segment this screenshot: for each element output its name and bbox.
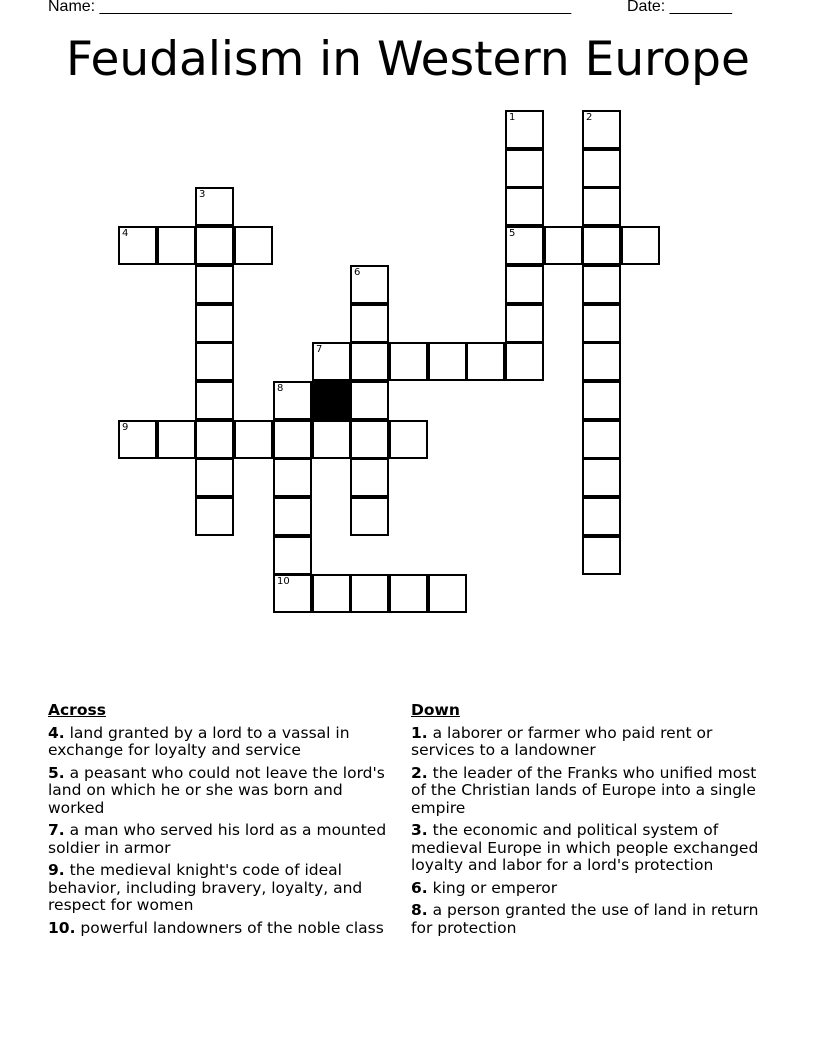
grid-cell[interactable] [505, 265, 544, 304]
grid-cell[interactable] [505, 187, 544, 226]
grid-cell[interactable] [505, 226, 544, 265]
across-clue [48, 765, 400, 818]
grid-cell[interactable] [582, 342, 621, 381]
page-title: Feudalism in Western Europe [66, 32, 750, 87]
grid-cell[interactable] [273, 458, 312, 497]
across-clue [48, 725, 400, 760]
clue-number: 9. [48, 861, 65, 879]
grid-cell[interactable] [389, 420, 428, 459]
grid-cell[interactable] [582, 536, 621, 575]
grid-cell[interactable] [505, 304, 544, 343]
down-clue [411, 880, 773, 898]
across-clue [48, 920, 400, 938]
across-clue [48, 862, 400, 915]
grid-cell[interactable] [350, 381, 389, 420]
across-clues [48, 702, 400, 942]
grid-cell[interactable] [621, 226, 660, 265]
grid-cell[interactable] [273, 536, 312, 575]
grid-cell[interactable] [157, 226, 196, 265]
grid-cell[interactable] [234, 420, 273, 459]
grid-cell[interactable] [350, 458, 389, 497]
grid-cell[interactable] [582, 304, 621, 343]
grid-cell[interactable] [195, 342, 234, 381]
grid-cell[interactable] [428, 342, 467, 381]
cell-number: 4 [122, 228, 129, 239]
grid-cell[interactable] [350, 497, 389, 536]
grid-cell[interactable] [195, 265, 234, 304]
grid-cell[interactable] [466, 342, 505, 381]
grid-cell[interactable] [350, 420, 389, 459]
clue-text: a peasant who could not leave the lord's land on which he or she was born and worked [48, 763, 385, 817]
clue-text: the medieval knight's code of ideal behavior, including bravery, loyalty, and respect for women [48, 861, 363, 914]
cell-number: 10 [277, 576, 290, 587]
clue-number: 8. [411, 901, 428, 919]
across-heading: Across [48, 701, 106, 719]
cell-number: 7 [316, 344, 323, 355]
clue-number: 6. [411, 878, 428, 897]
grid-cell[interactable] [350, 304, 389, 343]
clue-text: a laborer or farmer who paid rent or services to a landowner [411, 723, 713, 759]
clue-number: 4. [48, 723, 65, 742]
grid-cell[interactable] [312, 420, 351, 459]
clue-number: 3. [411, 821, 428, 839]
name-field[interactable]: Name: _____________________________________________________ [48, 0, 572, 15]
cell-number: 1 [509, 112, 516, 123]
cell-number: 6 [354, 267, 361, 278]
grid-cell[interactable] [195, 420, 234, 459]
cell-number: 5 [509, 228, 516, 239]
down-clue [411, 902, 773, 937]
clue-text: a man who served his lord as a mounted soldier in armor [48, 821, 387, 857]
grid-cell[interactable] [582, 226, 621, 265]
grid-cell[interactable] [582, 458, 621, 497]
grid-cell[interactable] [582, 497, 621, 536]
grid-cell[interactable] [312, 574, 351, 613]
grid-cell[interactable] [544, 226, 583, 265]
grid-cell[interactable] [350, 342, 389, 381]
grid-cell[interactable] [273, 497, 312, 536]
down-clue [411, 725, 773, 760]
grid-cell[interactable] [582, 149, 621, 188]
cell-number: 9 [122, 422, 129, 433]
grid-cell[interactable] [195, 458, 234, 497]
cell-number: 3 [199, 189, 206, 200]
grid-cell[interactable] [157, 420, 196, 459]
grid-cell[interactable] [582, 381, 621, 420]
clue-text: a person granted the use of land in return for protection [411, 901, 759, 937]
down-clue [411, 765, 773, 818]
cell-number: 8 [277, 383, 284, 394]
clue-number: 7. [48, 821, 65, 839]
grid-cell[interactable] [195, 497, 234, 536]
clue-number: 5. [48, 763, 65, 782]
grid-cell[interactable] [505, 342, 544, 381]
grid-cell[interactable] [389, 342, 428, 381]
grid-cell[interactable] [118, 420, 157, 459]
grid-cell[interactable] [195, 187, 234, 226]
clue-text: the leader of the Franks who unified most of the Christian lands of Europe into a single empire [411, 763, 757, 817]
grid-cell[interactable] [195, 226, 234, 265]
grid-cell[interactable] [505, 149, 544, 188]
clue-number: 10. [48, 918, 76, 937]
grid-cell[interactable] [273, 574, 312, 613]
down-clues [411, 702, 773, 942]
grid-cell[interactable] [273, 420, 312, 459]
grid-cell[interactable] [350, 574, 389, 613]
grid-cell[interactable] [234, 226, 273, 265]
grid-cell[interactable] [118, 226, 157, 265]
clue-number: 1. [411, 723, 428, 742]
down-heading: Down [411, 701, 460, 719]
across-clue [48, 822, 400, 857]
grid-block [312, 381, 351, 420]
grid-cell[interactable] [389, 574, 428, 613]
grid-cell[interactable] [312, 342, 351, 381]
grid-cell[interactable] [582, 187, 621, 226]
clue-text: powerful landowners of the noble class [75, 918, 384, 937]
grid-cell[interactable] [195, 381, 234, 420]
across-clue-list [48, 725, 400, 938]
grid-cell[interactable] [582, 265, 621, 304]
cell-number: 2 [586, 112, 593, 123]
grid-cell[interactable] [273, 381, 312, 420]
clue-text: the economic and political system of medieval Europe in which people exchanged loyalty and labor for a lord's protection [411, 821, 759, 874]
grid-cell[interactable] [195, 304, 234, 343]
down-clue [411, 822, 773, 875]
clue-text: land granted by a lord to a vassal in exchange for loyalty and service [48, 723, 350, 759]
date-field[interactable]: Date: _______ [627, 0, 732, 15]
grid-cell[interactable] [582, 420, 621, 459]
grid-cell[interactable] [582, 110, 621, 149]
clue-text: king or emperor [427, 878, 558, 897]
grid-cell[interactable] [350, 265, 389, 304]
grid-cell[interactable] [505, 110, 544, 149]
down-clue-list [411, 725, 773, 938]
clue-number: 2. [411, 763, 428, 782]
grid-cell[interactable] [428, 574, 467, 613]
